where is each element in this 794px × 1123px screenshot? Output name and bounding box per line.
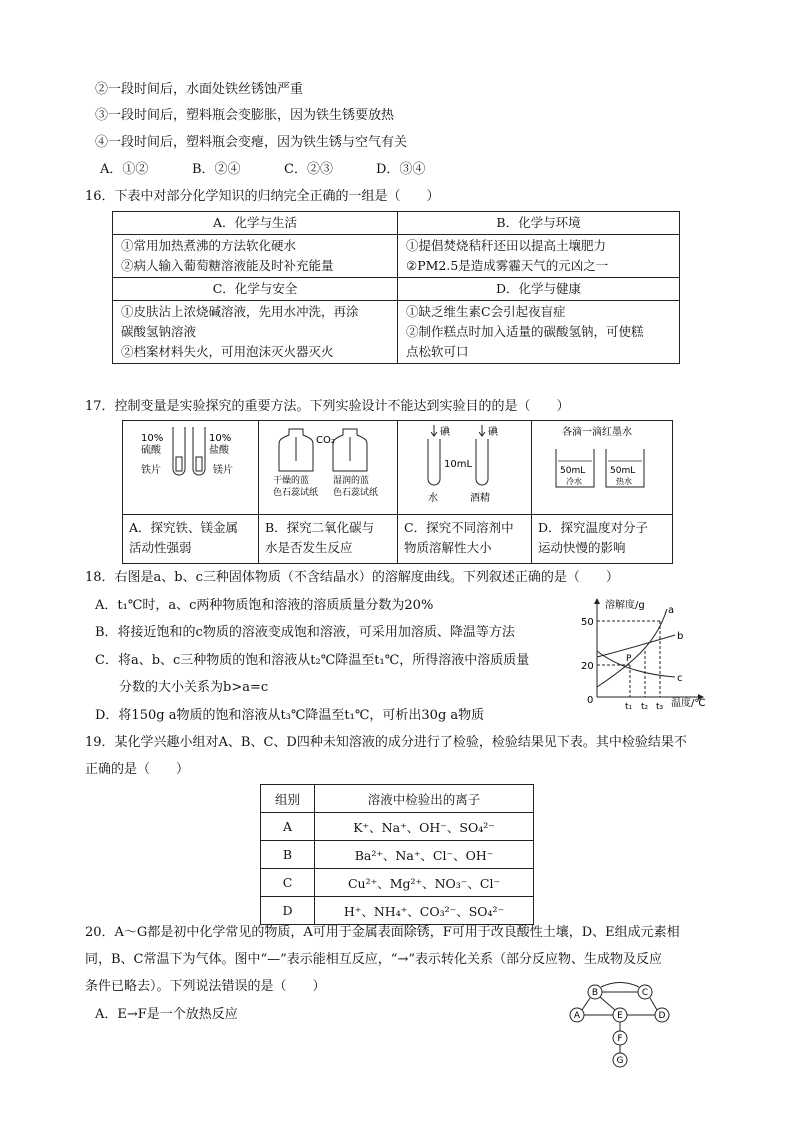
svg-text:F: F [617,1034,623,1044]
q18-stem: 18．右图是a、b、c三种固体物质（不含结晶水）的溶解度曲线。下列叙述正确的是（ ） [85,570,619,585]
q18-tick-t3: t₃ [656,702,664,712]
q17-a-iron-strip [176,457,182,471]
q16-a-title: A．化学与生活 [113,212,398,235]
q18-option-d: D．将150g a物质的饱和溶液从t₃℃降温至t₁℃，可析出30g a物质 [95,708,485,723]
q17-a-test-tube-right [193,427,205,475]
q17-b-left-label-1: 干燥的蓝 [273,476,310,486]
q18-label-b: b [677,631,684,642]
svg-text:E: E [617,1011,623,1021]
q15-option-d: D．③④ [376,162,426,177]
q16-stem: 16．下表中对部分化学知识的归纳完全正确的一组是（ ） [85,189,440,204]
svg-text:D: D [658,1011,666,1021]
q16-d-title: D．化学与健康 [398,278,680,301]
q18-curve-c [597,651,675,677]
q17-d-cold-water: 冷水 [566,477,582,486]
svg-text:A: A [573,1011,581,1021]
q18-option-c-line1: C．将a、b、c三种物质的饱和溶液从t₂℃降温至t₁℃，所得溶液中溶质质量 [95,653,530,668]
q19-header-group: 组别 [261,785,315,813]
q17-d-title: 各滴一滴红墨水 [562,427,632,438]
q20-reaction-diagram [565,980,675,1070]
q19-stem-line2: 正确的是（ ） [85,762,190,777]
q17-c-iodine-left: 碘 [440,427,450,438]
q17-c-volume-label: 10mL [444,459,473,470]
table-row: C Cu²⁺、Mg²⁺、NO₃⁻、Cl⁻ [261,869,534,897]
q17-d-volume-right: 50mL [610,466,636,476]
q17-table [122,420,673,564]
q18-solubility-graph [575,593,725,713]
q17-caption-c: C．探究不同溶剂中 物质溶解性大小 [398,515,532,564]
q16-d-body: ①缺乏维生素C会引起夜盲症 ②制作糕点时加入适量的碳酸氢钠，可使糕 点松软可口 [398,301,680,364]
q16-c-body: ①皮肤沾上浓烧碱溶液，先用水冲洗，再涂 碳酸氢钠溶液 ②档案材料失火，可用泡沫灭火器灭火 [113,301,398,364]
q19-header-ions: 溶液中检验出的离子 [315,785,534,813]
q15-statement-2: ②一段时间后，水面处铁丝锈蚀严重 [95,82,304,97]
q18-tick-50: 50 [581,617,594,628]
q19-ion-table [260,784,534,925]
q16-a-body: ①常用加热煮沸的方法软化硬水 ②病人输入葡萄糖溶液能及时补充能量 [113,235,398,278]
q17-a-mg-strip [196,457,202,471]
q17-c-water-label: 水 [428,493,438,504]
q20-stem-line1: 20．A～G都是初中化学常见的物质，A可用于金属表面除锈，F可用于改良酸性土壤，D、E组成元素相 [85,925,680,940]
q17-caption-d: D．探究温度对分子 运动快慢的影响 [532,515,673,564]
q18-tick-t1: t₁ [625,702,633,712]
q17-stem: 17．控制变量是实验探究的重要方法。下列实验设计不能达到实验目的的是（ ） [85,399,570,414]
q17-c-alcohol-label: 酒精 [470,493,490,504]
q17-caption-a: A．探究铁、镁金属 活动性强弱 [123,515,259,564]
q15-statement-4: ④一段时间后，塑料瓶会变瘪，因为铁生锈与空气有关 [95,135,408,150]
table-row: A K⁺、Na⁺、OH⁻、SO₄²⁻ [261,813,534,841]
q17-a-conc-right: 10% [209,433,232,444]
q18-tick-20: 20 [581,661,594,672]
q18-point-p: P [626,654,632,664]
table-row: D H⁺、NH₄⁺、CO₃²⁻、SO₄²⁻ [261,897,534,925]
q17-a-iron-label: 铁片 [141,465,161,476]
q15-statement-3: ③一段时间后，塑料瓶会变膨胀，因为铁生锈要放热 [95,108,395,123]
q18-x-label: 温度/℃ [671,698,706,709]
table-row: B Ba²⁺、Na⁺、Cl⁻、OH⁻ [261,841,534,869]
q17-apparatus-c [398,421,531,511]
q17-b-right-label-1: 湿润的蓝 [333,476,370,486]
q17-d-volume-left: 50mL [560,466,586,476]
q17-apparatus-a [123,421,258,511]
q17-apparatus-b [259,421,397,511]
q20-stem-line3: 条件已略去）。下列说法错误的是（ ） [85,979,326,994]
q17-b-left-label-2: 色石蕊试纸 [273,488,319,498]
q17-a-mg-label: 镁片 [213,465,233,476]
q18-origin: 0 [587,695,594,706]
q17-b-right-label-2: 色石蕊试纸 [333,488,379,498]
q17-a-acid-left: 硫酸 [141,445,161,456]
q17-d-hot-water: 热水 [616,477,632,486]
svg-text:B: B [591,988,599,998]
q16-b-body: ①提倡焚烧秸秆还田以提高土壤肥力 ②PM2.5是造成雾霾天气的元凶之一 [398,235,680,278]
q16-table [112,211,680,364]
q17-caption-b: B．探究二氧化碳与 水是否发生反应 [259,515,398,564]
q17-pic-c [398,421,532,515]
q15-option-c: C．②③ [284,162,333,177]
svg-text:C: C [641,988,649,998]
q17-b-gas-label: CO₂ [316,435,335,446]
q17-c-test-tube-right [476,439,488,485]
q15-option-b: B．②④ [192,162,241,177]
q18-tick-t2: t₂ [641,702,649,712]
q15-option-a: A．①② [100,162,149,177]
q17-c-test-tube-left [428,439,440,485]
q19-stem-line1: 19．某化学兴趣小组对A、B、C、D四种未知溶液的成分进行了检验，检验结果见下表。其中检验结果不 [85,735,687,750]
q16-c-title: C．化学与安全 [113,278,398,301]
q20-stem-line2: 同，B、C常温下为气体。图中“—”表示能相互反应，“→”表示转化关系（部分反应物、生成物及反应 [85,952,662,967]
q15-options [100,158,468,177]
q17-pic-d [532,421,673,515]
q17-a-test-tube-left [173,427,185,475]
q16-b-title: B．化学与环境 [398,212,680,235]
q18-y-label: 溶解度/g [605,600,645,611]
q18-option-b: B．将接近饱和的c物质的溶液变成饱和溶液，可采用加溶质、降温等方法 [95,625,515,640]
q17-pic-b [259,421,398,515]
q17-a-acid-right: 盐酸 [209,445,229,456]
q17-apparatus-d [532,421,672,511]
svg-text:G: G [616,1056,624,1066]
q18-label-a: a [668,605,675,616]
q18-option-c-line2: 分数的大小关系为b>a=c [119,680,269,695]
q17-c-iodine-right: 碘 [488,427,498,438]
q17-a-conc-left: 10% [141,433,164,444]
q18-curve-b [597,635,675,657]
q17-pic-a [123,421,259,515]
q18-option-a: A．t₁℃时，a、c两种物质饱和溶液的溶质质量分数为20% [95,598,434,613]
q20-option-a: A．E→F是一个放热反应 [95,1007,238,1022]
q18-label-c: c [677,673,683,684]
